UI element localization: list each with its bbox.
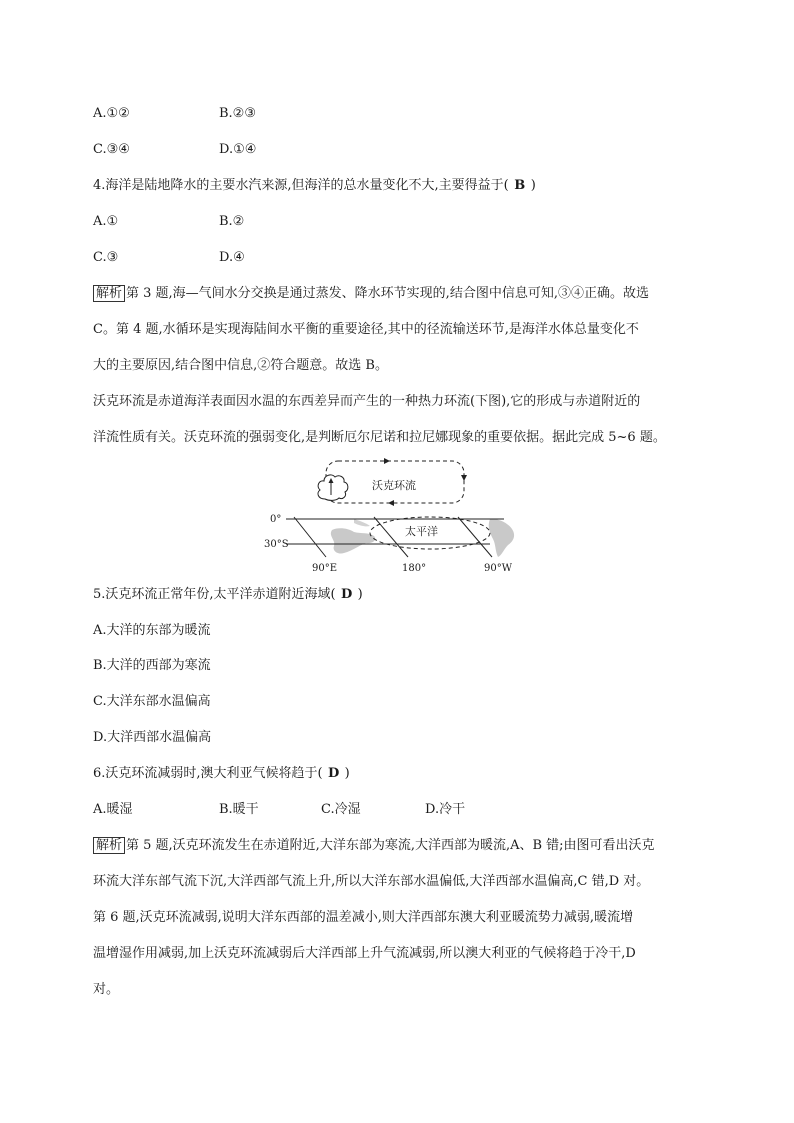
analysis-2-line-2: 环流大洋东部气流下沉,大洋西部气流上升,所以大洋东部水温偏低,大洋西部水温偏高,C 错,D 对。 — [93, 874, 650, 889]
analysis-1-line-3: 大的主要原因,结合图中信息,②符合题意。故选 B。 — [93, 358, 388, 373]
walker-circulation-figure — [262, 457, 532, 579]
q3-option-b: B.②③ — [219, 106, 256, 121]
q3-option-d: D.①④ — [219, 142, 257, 157]
q4-stem-text: 4.海洋是陆地降水的主要水汽来源,但海洋的总水量变化不大,主要得益于( — [93, 178, 509, 193]
q4-stem-close: ) — [530, 178, 536, 193]
lon-90e-label: 90°E — [312, 563, 338, 574]
intro-line-2: 洋流性质有关。沃克环流的强弱变化,是判断厄尔尼诺和拉尼娜现象的重要依据。据此完成 5~6 题。 — [93, 430, 666, 445]
q6-stem-close: ) — [344, 766, 350, 781]
q5-stem-close: ) — [357, 587, 363, 602]
lat-30s-label: 30°S — [264, 539, 289, 550]
analysis-2-text-1: 第 5 题,沃克环流发生在赤道附近,大洋东部为寒流,大洋西部为暖流,A、B 错;由图可看出沃克 — [126, 838, 655, 853]
q5-answer: D — [340, 587, 353, 602]
question-6-stem — [93, 765, 350, 783]
q5-stem-text: 5.沃克环流正常年份,太平洋赤道附近海域( — [93, 587, 336, 602]
lon-90w-line — [458, 517, 492, 557]
circulation-label: 沃克环流 — [372, 479, 416, 492]
analysis-tag: 解析 — [93, 285, 125, 302]
analysis-2-line-1 — [93, 837, 655, 855]
question-5-stem — [93, 586, 363, 604]
analysis-2-line-4: 温增湿作用减弱,加上沃克环流减弱后大洋西部上升气流减弱,所以澳大利亚的气候将趋于冷干,D — [93, 946, 636, 961]
q6-option-d: D.冷干 — [425, 802, 466, 817]
arrow-bottom-icon — [388, 500, 394, 506]
lon-90w-label: 90°W — [484, 563, 513, 574]
lon-90e-line — [294, 517, 326, 557]
australia-landmass — [331, 528, 375, 553]
q6-answer: D — [327, 766, 340, 781]
analysis-1-text-1: 第 3 题,海—气间水分交换是通过蒸发、降水环节实现的,结合图中信息可知,③④正确。故选 — [126, 286, 649, 301]
analysis-2-line-3: 第 6 题,沃克环流减弱,说明大洋东西部的温差减小,则大洋西部东澳大利亚暖流势力减弱,暖流增 — [93, 910, 634, 925]
q5-option-a: A.大洋的东部为暖流 — [93, 623, 211, 638]
lon-180-label: 180° — [402, 563, 427, 574]
analysis-1-line-2: C。第 4 题,水循环是实现海陆间水平衡的重要途径,其中的径流输送环节,是海洋水体总量变化不 — [93, 322, 639, 337]
q6-option-a: A.暖湿 — [93, 802, 133, 817]
q5-option-c: C.大洋东部水温偏高 — [93, 694, 211, 709]
q6-stem-text: 6.沃克环流减弱时,澳大利亚气候将趋于( — [93, 766, 323, 781]
analysis-tag: 解析 — [93, 837, 125, 854]
q3-option-c: C.③④ — [93, 142, 130, 157]
ocean-label: 太平洋 — [405, 525, 438, 538]
analysis-2-line-5: 对。 — [93, 982, 120, 997]
question-4-stem — [93, 177, 536, 195]
arrow-right-down-icon — [461, 475, 467, 481]
q6-option-c: C.冷湿 — [321, 802, 361, 817]
q5-option-b: B.大洋的西部为寒流 — [93, 658, 211, 673]
cloud-icon — [318, 475, 348, 500]
q4-option-d: D.④ — [219, 250, 245, 265]
q3-option-a: A.①② — [93, 106, 130, 121]
q4-option-a: A.① — [93, 214, 119, 229]
q4-option-c: C.③ — [93, 250, 119, 265]
q5-option-d: D.大洋西部水温偏高 — [93, 730, 212, 745]
arrow-top-icon — [384, 458, 390, 464]
q4-option-b: B.② — [219, 214, 245, 229]
south-america-landmass — [489, 519, 514, 557]
q6-option-b: B.暖干 — [219, 802, 259, 817]
q4-answer: B — [514, 178, 526, 193]
intro-line-1: 沃克环流是赤道海洋表面因水温的东西差异而产生的一种热力环流(下图),它的形成与赤道附近的 — [93, 394, 641, 409]
analysis-1-line-1 — [93, 285, 649, 303]
lat-equator-label: 0° — [270, 514, 282, 525]
